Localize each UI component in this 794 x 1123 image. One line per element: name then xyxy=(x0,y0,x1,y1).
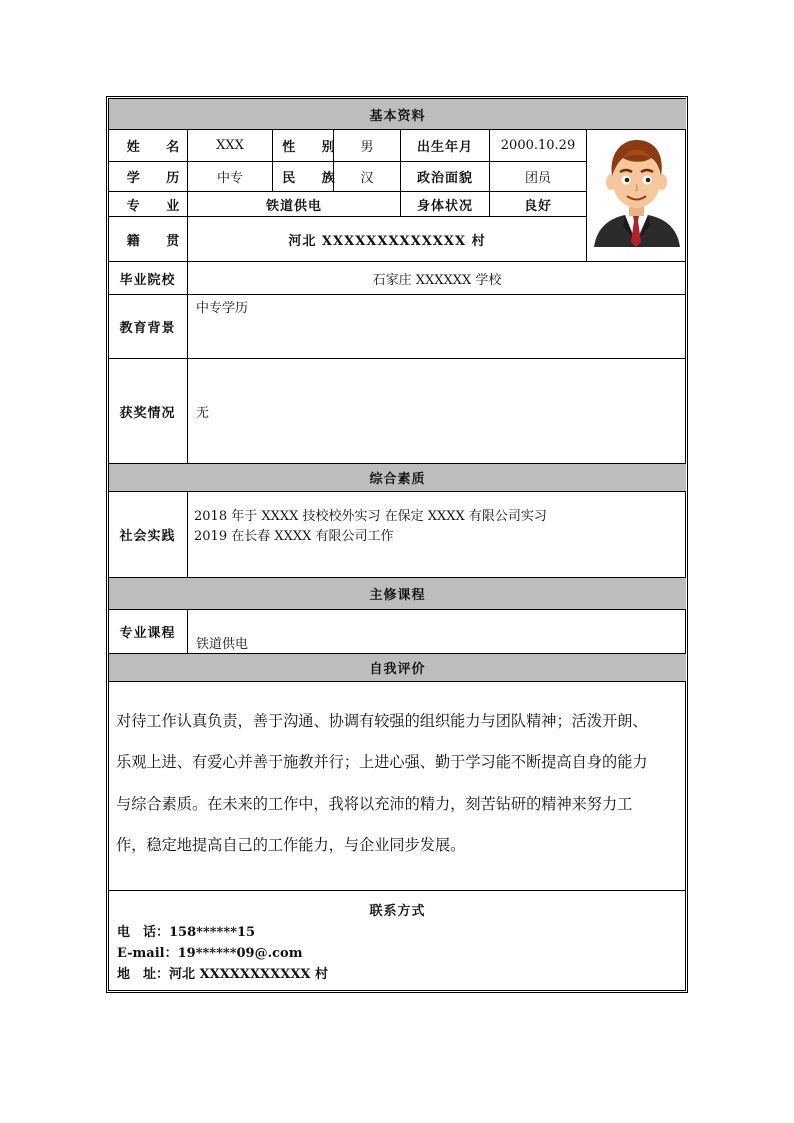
political-value: 团员 xyxy=(524,171,551,186)
major-value: 铁道供电 xyxy=(265,198,322,214)
practice-line: 2018 年于 XXXX 技校校外实习 在保定 XXXX 有限公司实习 xyxy=(194,509,547,524)
ethnic-label: 民 族 xyxy=(282,171,346,186)
contact-title: 联系方式 xyxy=(369,903,426,919)
gender-label: 性 别 xyxy=(282,140,346,155)
education-label: 教育背景 xyxy=(119,321,176,336)
email-value: 19******09@.com xyxy=(177,946,303,961)
contact-phone xyxy=(117,921,255,940)
ethnic-value: 汉 xyxy=(360,171,374,186)
phone-label: 电 话： xyxy=(117,925,170,940)
self-eval-line: 与综合素质。在未来的工作中，我将以充沛的精力，刻苦钻研的精神来努力工 xyxy=(116,795,633,813)
school-label: 毕业院校 xyxy=(119,272,176,288)
address-value: 河北 XXXXXXXXXXX 村 xyxy=(169,967,329,982)
basic-info-title: 基本资料 xyxy=(369,108,426,124)
courses-title: 主修课程 xyxy=(369,588,426,603)
name-value: XXX xyxy=(216,138,244,153)
contact-email xyxy=(117,942,302,961)
avatar xyxy=(587,130,686,261)
birth-value: 2000.10.29 xyxy=(500,138,576,153)
practice-line: 2019 在长春 XXXX 有限公司工作 xyxy=(194,529,394,544)
school-value: 石家庄 XXXXXX 学校 xyxy=(372,272,502,288)
self-eval-line: 乐观上进、有爱心并善于施教并行；上进心强、勤于学习能不断提高自身的能力 xyxy=(116,753,648,771)
education-value: 中专学历 xyxy=(196,301,249,316)
phone-value: 158******15 xyxy=(169,925,256,940)
awards-value: 无 xyxy=(196,406,210,421)
birth-label: 出生年月 xyxy=(416,140,473,155)
practice-label: 社会实践 xyxy=(119,529,176,544)
courses-value: 铁道供电 xyxy=(196,637,249,652)
awards-label: 获奖情况 xyxy=(119,405,176,421)
email-label: E-mail： xyxy=(117,946,178,961)
address-label: 地 址： xyxy=(117,967,170,982)
contact-address xyxy=(117,963,328,982)
major-label: 专 业 xyxy=(126,198,191,214)
edu-value: 中专 xyxy=(216,171,243,186)
courses-label: 专业课程 xyxy=(119,626,176,641)
health-label: 身体状况 xyxy=(416,198,473,214)
edu-label: 学 历 xyxy=(126,171,191,186)
name-label: 姓 名 xyxy=(126,140,191,155)
self-eval-line: 作，稳定地提高自己的工作能力，与企业同步发展。 xyxy=(116,836,466,854)
health-value: 良好 xyxy=(523,198,552,214)
quality-title: 综合素质 xyxy=(369,472,426,487)
political-label: 政治面貌 xyxy=(416,171,473,186)
gender-value: 男 xyxy=(360,140,374,155)
origin-value: 河北 XXXXXXXXXXXXX 村 xyxy=(288,233,486,249)
self-eval-line: 对待工作认真负责，善于沟通、协调有较强的组织能力与团队精神；活泼开朗、 xyxy=(116,712,648,730)
origin-label: 籍 贯 xyxy=(126,233,191,249)
self-eval-title: 自我评价 xyxy=(369,662,426,677)
